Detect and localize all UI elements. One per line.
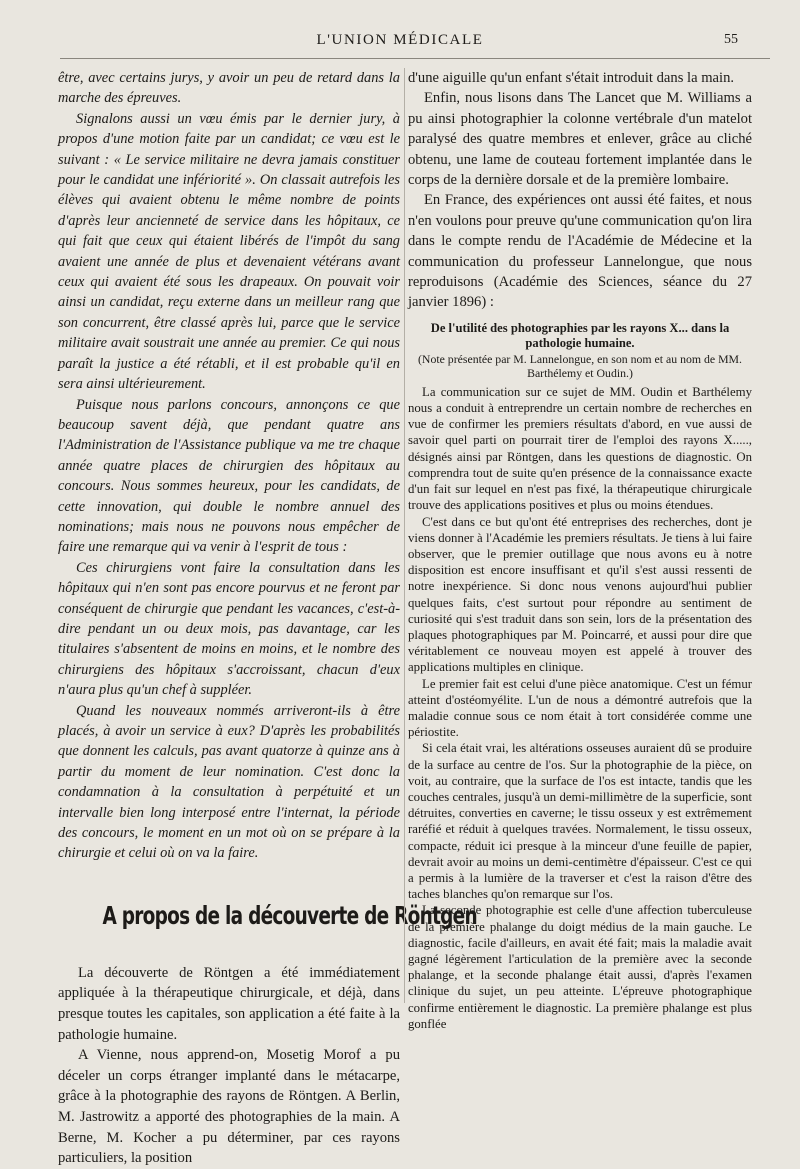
italic-paragraph: être, avec certains jurys, y avoir un peu de retard dans la marche des épreuves. — [58, 70, 400, 107]
right-column — [408, 68, 752, 1032]
small-paragraph: Si cela était vrai, les altérations osseuses auraient dû se produire de la surface au centre de l'os. Sur la photographie de la pièce, on voit, au contraire, que la surface de l'os est intacte, tandis que les couches centrales, jusqu'à un demi-millimètre de la superficie, sont détruites, converties en caverne; le tissu osseux y est extrêmement raréfié et réduit à quelques travées. Normalement, le tissu osseux, compacte, réduit ici presque à la minceur d'une feuille de papier, devrait avoir au moins un demi-centimètre d'épaisseur. C'est ce qui a permis à la lumière de la traverser et c'est la raison d'être des taches blanches qu'on remarque sur l'os. — [408, 741, 752, 902]
body-paragraph: d'une aiguille qu'un enfant s'était introduit dans la main. — [408, 70, 735, 86]
small-paragraph: La seconde photographie est celle d'une affection tuberculeuse de la première phalange du doigt médius de la main gauche. Le diagnostic, facile d'ailleurs, en avait été fait; mais la maladie avait gagné légèrement l'articulation de la première avec la seconde phalange, et la seconde phalange était aussi, d'après l'examen clinique du sujet, un peu atteinte. L'épreuve photographique confirme entièrement le diagnostic. La première phalange est plus gonflée — [408, 903, 752, 1031]
small-paragraph: Le premier fait est celui d'une pièce anatomique. C'est un fémur atteint d'ostéomyélite. L'un de nous a démontré autrefois que la maladie connue sous ce nom était à tort considérée comme une périostite. — [408, 676, 752, 740]
body-paragraph: A Vienne, nous apprend-on, Mosetig Morof a pu déceler un corps étranger implanté dans le métacarpe, grâce à la photographie des rayons de Röntgen. A Berlin, M. Jastrowitz a apporté des photographies de la main. A Berne, M. Kocher a pu déterminer, par ces rayons particuliers, la position — [58, 1047, 400, 1167]
body-paragraph: En France, des expériences ont aussi été faites, et nous n'en voulons pour preuve qu'une communication qu'on lira dans le compte rendu de l'Académie de Médecine et la communication du professeur Lannelongue, que nous reproduisons (Académie des Sciences, séance du 27 janvier 1896) : — [408, 192, 752, 311]
page-header — [0, 30, 800, 54]
small-paragraph: C'est dans ce but qu'ont été entreprises des recherches, dont je viens donner à l'Académie les premiers résultats. Je tiens à lui faire observer, que le premier outillage que nous avons eu à notre disposition est encore insuffisant et qu'il s'est aussi ressenti de notre inexpérience. Si donc nous venons aujourd'hui publier quelques faits, c'est surtout pour répondre au sentiment de curiosité qui s'est traduit dans son sein, lors de la présentation des plaques photographiques par M. Poincarré, et aussi pour dire que véritablement ce nouveau moyen est appelé à trouver des applications multiples en clinique. — [408, 514, 752, 675]
small-paragraph: La communication sur ce sujet de MM. Oudin et Barthélemy nous a conduit à entreprendre un certain nombre de recherches en vue de confirmer les premiers résultats d'abord, en vue aussi de savoir quel parti on pourrait tirer de l'emploi des rayons X....., désignés ainsi par Röntgen, dans les questions de diagnostic. On comprendra tout de suite qu'en présence de la connaissance exacte d'un fait sur lequel en n'est pas fixé, la thérapeutique chirurgicale trouve des applications positives et plus ou moins étendues. — [408, 384, 752, 513]
paper-title: De l'utilité des photographies par les rayons X... dans la pathologie humaine. — [430, 320, 730, 350]
page-number: 55 — [724, 32, 738, 47]
left-column — [58, 68, 477, 1169]
section-heading: A propos de la découverte de Röntgen — [102, 900, 477, 930]
body-paragraph: La découverte de Röntgen a été immédiatement appliquée à la thérapeutique chirurgicale, et déjà, dans presque toutes les capitales, son application a été faite à la pathologie humaine. — [58, 964, 400, 1043]
paper-note: (Note présentée par M. Lannelongue, en son nom et au nom de MM. Barthélemy et Oudin.) — [418, 351, 742, 380]
header-rule — [60, 58, 770, 59]
italic-paragraph: Ces chirurgiens vont faire la consultation dans les hôpitaux qui n'en sont pas encore pourvus et ne feront par conséquent de chirurgie que pendant les vacances, c'est-à-dire pendant un ou deux mois, pas davantage, car les titulaires s'absentent de moins en moins, et le nombre des chirurgiens des hôpitaux s'accroissant, chacun d'eux n'aura plus qu'un chef à suppléer. — [58, 559, 400, 699]
italic-paragraph: Quand les nouveaux nommés arriveront-ils à être placés, à avoir un service à eux? D'après les probabilités que donnent les calculs, pas avant quatorze à quinze ans à partir du moment de leur nomination. C'est donc la condamnation à la consultation à perpétuité et un intervalle bien long interposé entre l'internat, la période des concours, le moment en un mot où on se prépare à la chirurgie et celui où on va la faire. — [58, 702, 400, 862]
body-paragraph: Enfin, nous lisons dans The Lancet que M. Williams a pu ainsi photographier la colonne vertébrale d'un matelot paralysé des quatre membres et enlever, grâce au cliché obtenu, une lame de couteau fortement implantée dans le corps de la dernière dorsale et de la première lombaire. — [408, 90, 752, 189]
italic-paragraph: Signalons aussi un vœu émis par le dernier jury, à propos d'une motion faite par un candidat; ce vœu est le suivant : « Le service militaire ne devra jamais constituer pour le candidat une infériorité ». On classait autrefois les élèves qui avaient obtenu le même nombre de points d'après leur ancienneté de service dans les hôpitaux, ce qui fait que ceux qui étaient libérés de l'impôt du sang avaient une année de plus et devenaient vétérans avant ceux qui avaient été sous les drapeaux. On pouvait voir ainsi un candidat, reçu externe dans un meilleur rang que son concurrent, être classé après lui, parce que le service militaire avait soustrait une année au premier. Ce qui nous paraît la justice a été rétabli, et il est probable qu'il en sera ainsi ultérieurement. — [58, 110, 400, 393]
running-title: L'UNION MÉDICALE — [316, 32, 484, 48]
column-divider — [404, 68, 405, 1003]
italic-paragraph: Puisque nous parlons concours, annonçons ce que beaucoup savent déjà, que pendant quatre ans l'Administration de l'Assistance publique va me tre chaque année quatre places de chirurgien des hôpitaux au concours. Nous sommes heureux, pour les candidats, de cette innovation, qui double le nombre annuel des nominations; mais nous ne pouvons nous empêcher de faire une remarque qui va venir à l'esprit de tous : — [58, 396, 400, 556]
